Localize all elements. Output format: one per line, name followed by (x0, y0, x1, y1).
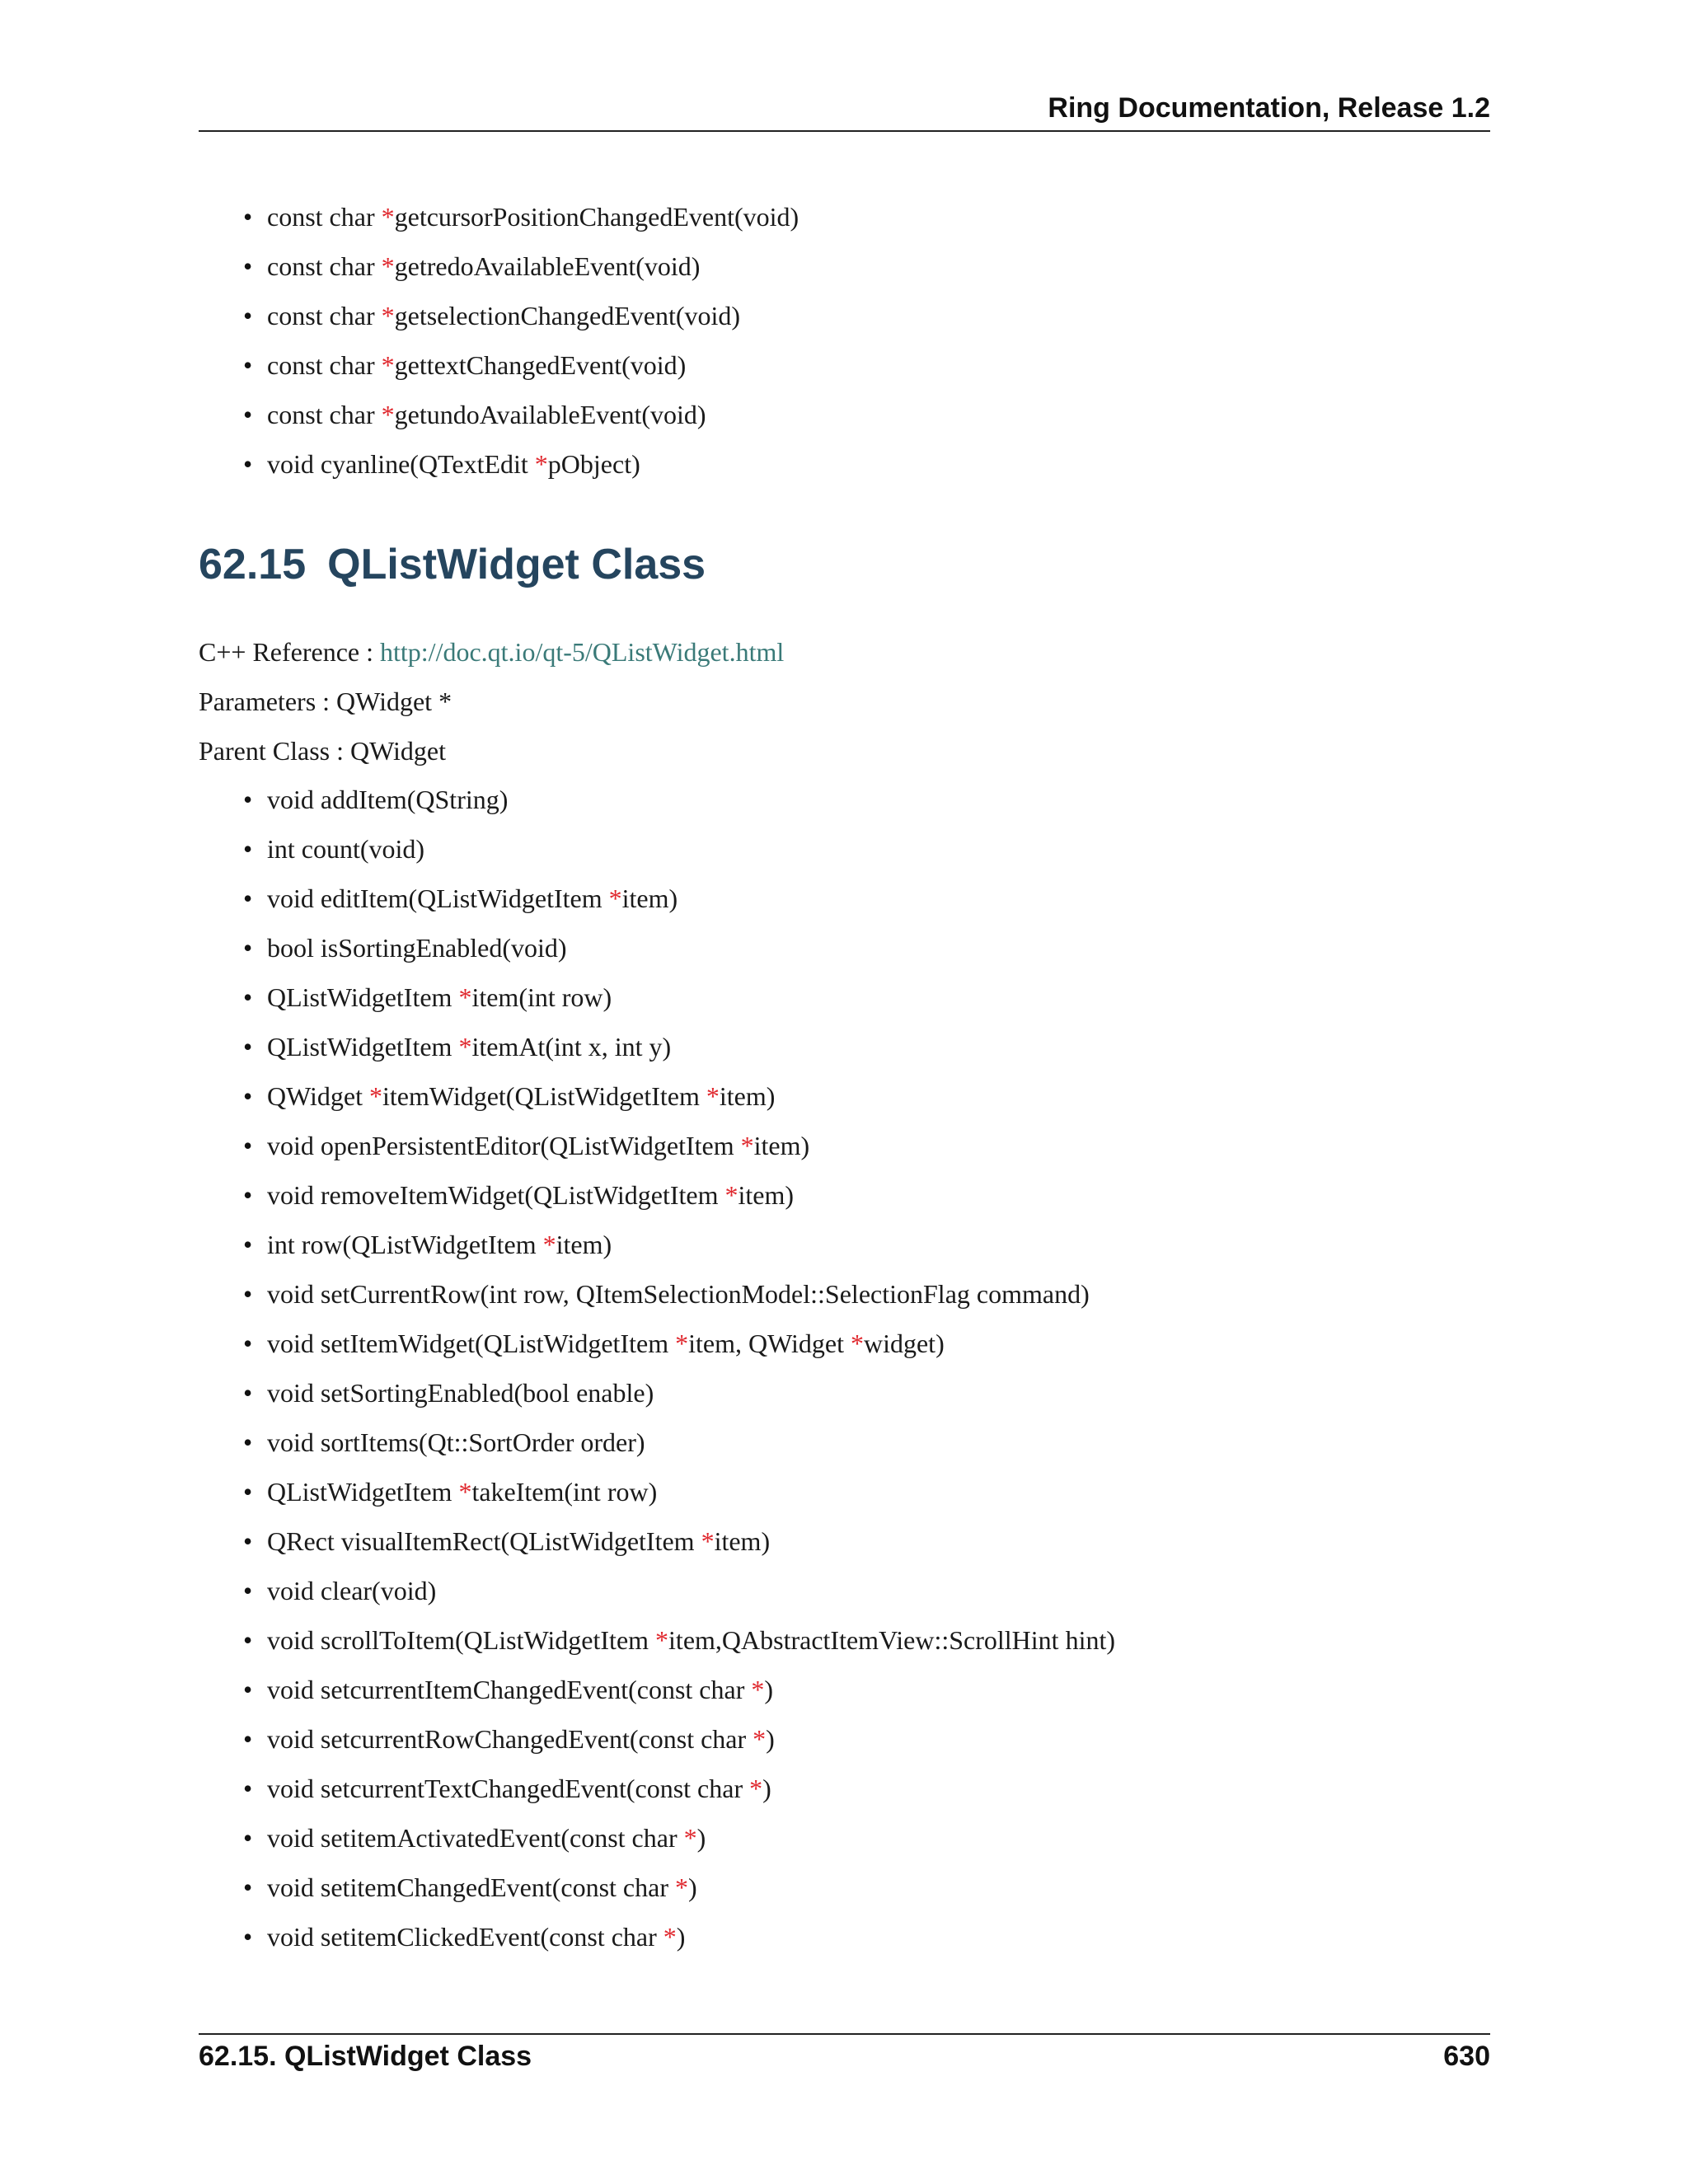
list-item: • void editItem(QListWidgetItem *item) (0, 874, 1115, 923)
list-item: • void sortItems(Qt::SortOrder order) (0, 1418, 1115, 1467)
list-item: • bool isSortingEnabled(void) (0, 923, 1115, 972)
header-rule (199, 130, 1490, 132)
list-item: • void setcurrentTextChangedEvent(const char *) (0, 1764, 1115, 1813)
list-item: • const char *gettextChangedEvent(void) (0, 340, 799, 390)
list-item: • QRect visualItemRect(QListWidgetItem *item) (0, 1516, 1115, 1566)
list-item: • void setitemClickedEvent(const char *) (0, 1912, 1115, 1961)
list-item: • void scrollToItem(QListWidgetItem *item,QAbstractItemView::ScrollHint hint) (0, 1615, 1115, 1665)
list-item: • const char *getundoAvailableEvent(void) (0, 390, 799, 439)
list-item: • void setcurrentRowChangedEvent(const char *) (0, 1714, 1115, 1764)
reference-label: C++ Reference : (199, 637, 380, 667)
section-number: 62.15 (199, 541, 307, 588)
list-item: • void openPersistentEditor(QListWidgetItem *item) (0, 1121, 1115, 1170)
footer-section-label: 62.15. QListWidget Class (199, 2041, 532, 2072)
list-item: • void setitemChangedEvent(const char *) (0, 1863, 1115, 1912)
list-item: • const char *getselectionChangedEvent(void) (0, 291, 799, 340)
cpp-reference-line (199, 627, 784, 677)
list-item: • int row(QListWidgetItem *item) (0, 1220, 1115, 1269)
parameters-line: Parameters : QWidget * (199, 687, 452, 716)
reference-link[interactable]: http://doc.qt.io/qt-5/QListWidget.html (380, 637, 785, 667)
list-item: • void setCurrentRow(int row, QItemSelectionModel::SelectionFlag command) (0, 1269, 1115, 1319)
list-item: • void setitemActivatedEvent(const char *) (0, 1813, 1115, 1863)
method-list (0, 775, 1115, 1961)
top-method-list (0, 192, 799, 489)
list-item: • QListWidgetItem *item(int row) (0, 972, 1115, 1022)
list-item: • void setcurrentItemChangedEvent(const char *) (0, 1665, 1115, 1714)
list-item: • QListWidgetItem *takeItem(int row) (0, 1467, 1115, 1516)
list-item: • void setItemWidget(QListWidgetItem *item, QWidget *widget) (0, 1319, 1115, 1368)
list-item: • void removeItemWidget(QListWidgetItem *item) (0, 1170, 1115, 1220)
list-item: • int count(void) (0, 824, 1115, 874)
running-header: Ring Documentation, Release 1.2 (1048, 92, 1490, 124)
list-item: • const char *getcursorPositionChangedEvent(void) (0, 192, 799, 241)
list-item: • void cyanline(QTextEdit *pObject) (0, 439, 799, 489)
list-item: • void setSortingEnabled(bool enable) (0, 1368, 1115, 1418)
section-heading (199, 540, 706, 589)
footer-rule (199, 2033, 1490, 2035)
list-item: • void clear(void) (0, 1566, 1115, 1615)
list-item: • const char *getredoAvailableEvent(void) (0, 241, 799, 291)
list-item: • void addItem(QString) (0, 775, 1115, 824)
list-item: • QListWidgetItem *itemAt(int x, int y) (0, 1022, 1115, 1071)
section-title: QListWidget Class (327, 541, 706, 588)
page-number: 630 (1443, 2041, 1490, 2072)
list-item: • QWidget *itemWidget(QListWidgetItem *item) (0, 1071, 1115, 1121)
parent-class-line: Parent Class : QWidget (199, 736, 446, 766)
